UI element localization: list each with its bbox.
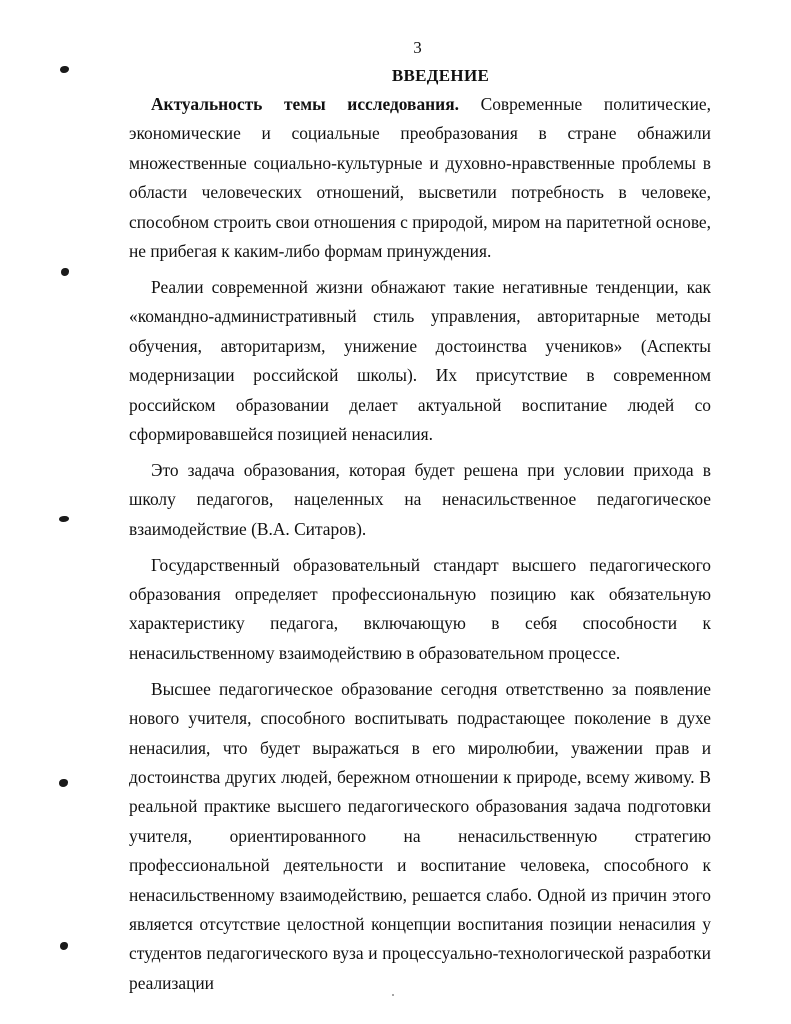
body-text — [129, 90, 711, 998]
paragraph-lead: Актуальность темы исследования. — [151, 94, 459, 114]
binding-hole-mark — [61, 268, 69, 276]
binding-hole-mark — [59, 516, 69, 522]
paragraph: Реалии современной жизни обнажают такие негативные тенденции, как «командно-административный стиль управления, авторитарные методы обучения, авторитаризм, унижение достоинства учеников» (Аспекты модернизации российской школы). Их присутствие в современном российском образовании делает актуальной воспитание людей со сформировавшейся позицией ненасилия. — [129, 276, 711, 444]
paragraph: Высшее педагогическое образование сегодня ответственно за появление нового учителя, способного воспитывать подрастающее поколение в духе ненасилия, что будет выражаться в его миролюбии, уважении прав и достоинства других людей, бережном отношении к природе, всему живому. В реальной практике высшего педагогического образования задача подготовки учителя, ориентированного на ненасильственную стратегию профессиональной деятельности и воспитание человека, способного к ненасильственному взаимодействию, решается слабо. Одной из причин этого является отсутствие целостной концепции воспитания позиции ненасилия у студентов педагогического вуза и процессуально-технологической разработки реализации — [129, 678, 711, 993]
page-number: 3 — [413, 38, 422, 57]
binding-hole-mark — [60, 942, 68, 950]
binding-hole-mark — [59, 779, 68, 787]
paragraph-text: Современные политические, экономические и социальные преобразования в стране обнажили множественные социально-культурные и духовно-нравственные проблемы в области человеческих отношений, высветили потребность в человеке, способном строить свои отношения с природой, миром на паритетной основе, не прибегая к каким-либо формам принуждения. — [129, 94, 711, 262]
section-heading: ВВЕДЕНИЕ — [391, 66, 490, 85]
paragraph — [129, 90, 711, 266]
paragraph: Это задача образования, которая будет решена при условии прихода в школу педагогов, нацеленных на ненасильственное педагогическое взаимодействие (В.А. Ситаров). — [129, 459, 711, 539]
paragraph: Государственный образовательный стандарт высшего педагогического образования определяет профессиональную позицию как обязательную характеристику педагога, включающую в себя способности к ненасильственному взаимодействию в образовательном процессе. — [129, 554, 711, 663]
